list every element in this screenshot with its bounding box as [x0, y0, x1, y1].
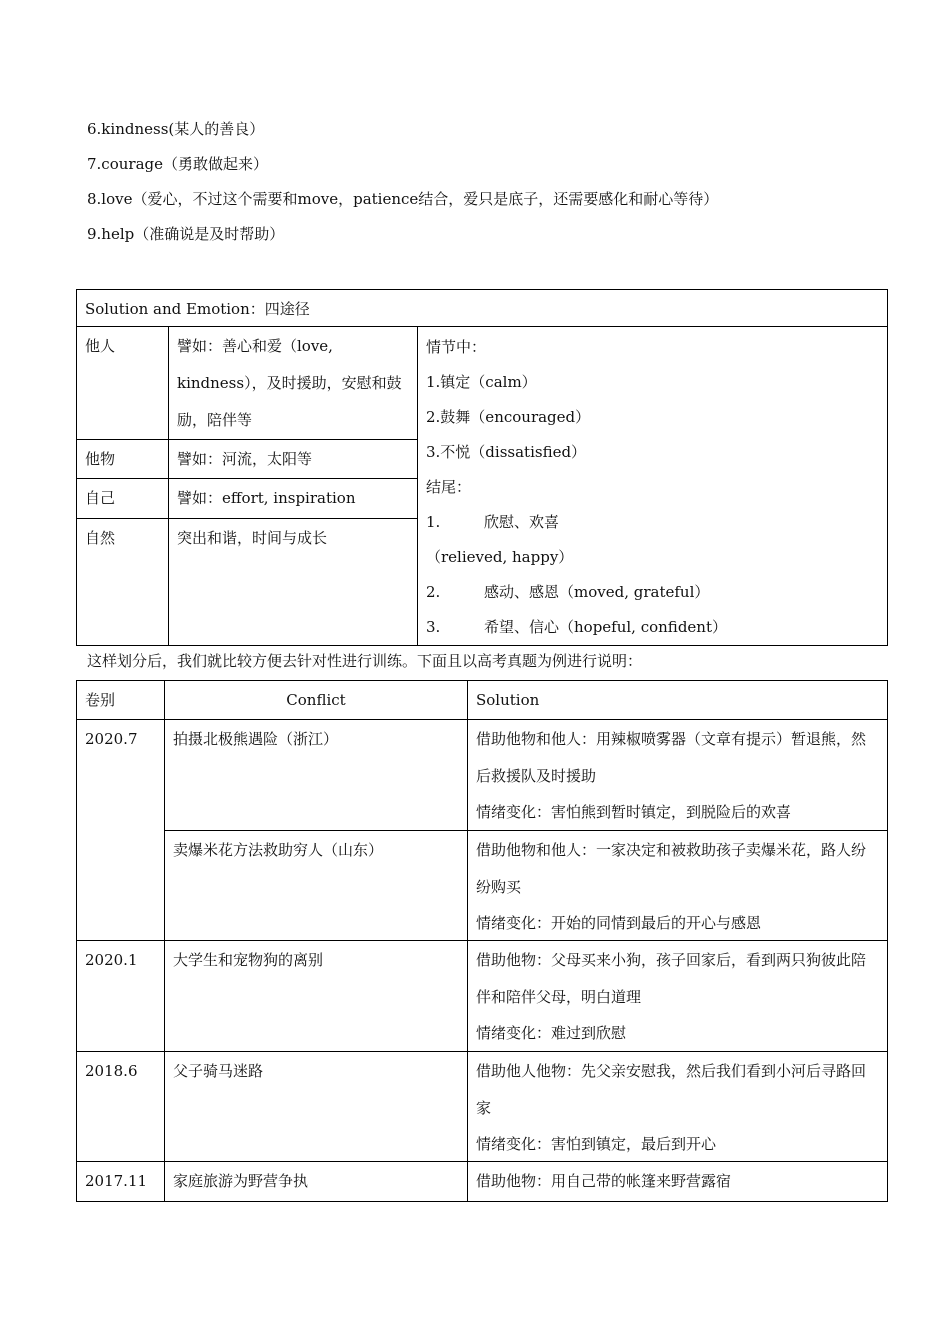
emotion-text: 情绪变化：害怕熊到暂时镇定，到脱险后的欢喜 [476, 803, 792, 821]
intro-text: 这样划分后，我们就比较方便去针对性进行训练。下面且以高考真题为例进行说明： [87, 652, 643, 670]
ending-text: 感动、感恩（moved, grateful） [484, 583, 710, 601]
ending-num: 3. [426, 618, 441, 636]
approach-example-others: 譬如：善心和爱（love, kindness），及时援助，安慰和鼓励，陪伴等 [169, 327, 418, 440]
emotions-cell [418, 327, 888, 646]
approach-example-nature: 突出和谐，时间与成长 [169, 518, 418, 645]
approach-label-nature: 自然 [77, 518, 169, 645]
conflict-cell: 父子骑马迷路 [165, 1052, 468, 1162]
table1-header: Solution and Emotion：四途径 [77, 290, 888, 327]
conflict-cell: 卖爆米花方法救助穷人（山东） [165, 831, 468, 941]
ending-num: 2. [426, 583, 441, 601]
solution-text: 借助他物和他人：一家决定和被救助孩子卖爆米花，路人纷纷购买 [476, 841, 867, 896]
list-item-help: 9.help（准确说是及时帮助） [87, 225, 285, 243]
col-header-volume: 卷别 [77, 681, 165, 720]
year-cell: 2017.11 [77, 1162, 165, 1202]
conflict-cell: 家庭旅游为野营争执 [165, 1162, 468, 1202]
conflict-cell: 大学生和宠物狗的离别 [165, 941, 468, 1052]
approach-label-things: 他物 [77, 440, 169, 479]
solution-text: 借助他物：用自己带的帐篷来野营露宿 [476, 1172, 732, 1190]
solution-cell [468, 831, 888, 941]
solution-cell [468, 941, 888, 1052]
solution-text: 借助他物和他人：用辣椒喷雾器（文章有提示）暂退熊，然后救援队及时援助 [476, 730, 867, 785]
solution-emotion-table [76, 289, 888, 646]
solution-cell [468, 1052, 888, 1162]
emotion-text: 情绪变化：难过到欣慰 [476, 1024, 627, 1042]
solution-cell [468, 1162, 888, 1202]
ending-item [426, 575, 879, 610]
approach-example-things: 譬如：河流，太阳等 [169, 440, 418, 479]
solution-text: 借助他人他物：先父亲安慰我，然后我们看到小河后寻路回家 [476, 1062, 867, 1117]
list-item-love: 8.love（爱心，不过这个需要和move，patience结合，爱只是底子，还需要感化和耐心等待） [87, 190, 719, 208]
approach-example-self: 譬如：effort, inspiration [169, 479, 418, 518]
ending-title: 结尾： [426, 478, 472, 496]
col-header-solution: Solution [468, 681, 888, 720]
plot-title: 情节中： [426, 338, 487, 356]
plot-item: 2.鼓舞（encouraged） [426, 408, 591, 426]
ending-num: 1. [426, 513, 441, 531]
year-cell: 2018.6 [77, 1052, 165, 1162]
ending-item [426, 610, 879, 645]
list-item-kindness: 6.kindness(某人的善良） [87, 120, 265, 138]
solution-cell [468, 720, 888, 831]
ending-item [426, 505, 879, 540]
ending-item-extra: （relieved, happy） [426, 548, 574, 566]
approach-label-others: 他人 [77, 327, 169, 440]
plot-item: 3.不悦（dissatisfied） [426, 443, 587, 461]
year-cell: 2020.1 [77, 941, 165, 1052]
list-item-courage: 7.courage（勇敢做起来） [87, 155, 268, 173]
conflict-cell: 拍摄北极熊遇险（浙江） [165, 720, 468, 831]
ending-text: 希望、信心（hopeful, confident） [484, 618, 727, 636]
plot-item: 1.镇定（calm） [426, 373, 537, 391]
col-header-conflict: Conflict [165, 681, 468, 720]
exam-examples-table [76, 680, 888, 1202]
approach-label-self: 自己 [77, 479, 169, 518]
solution-text: 借助他物：父母买来小狗，孩子回家后，看到两只狗彼此陪伴和陪伴父母，明白道理 [476, 951, 867, 1006]
ending-text: 欣慰、欢喜 [484, 513, 560, 531]
emotion-text: 情绪变化：害怕到镇定，最后到开心 [476, 1135, 717, 1153]
year-cell: 2020.7 [77, 720, 165, 941]
emotion-text: 情绪变化：开始的同情到最后的开心与感恩 [476, 914, 762, 932]
